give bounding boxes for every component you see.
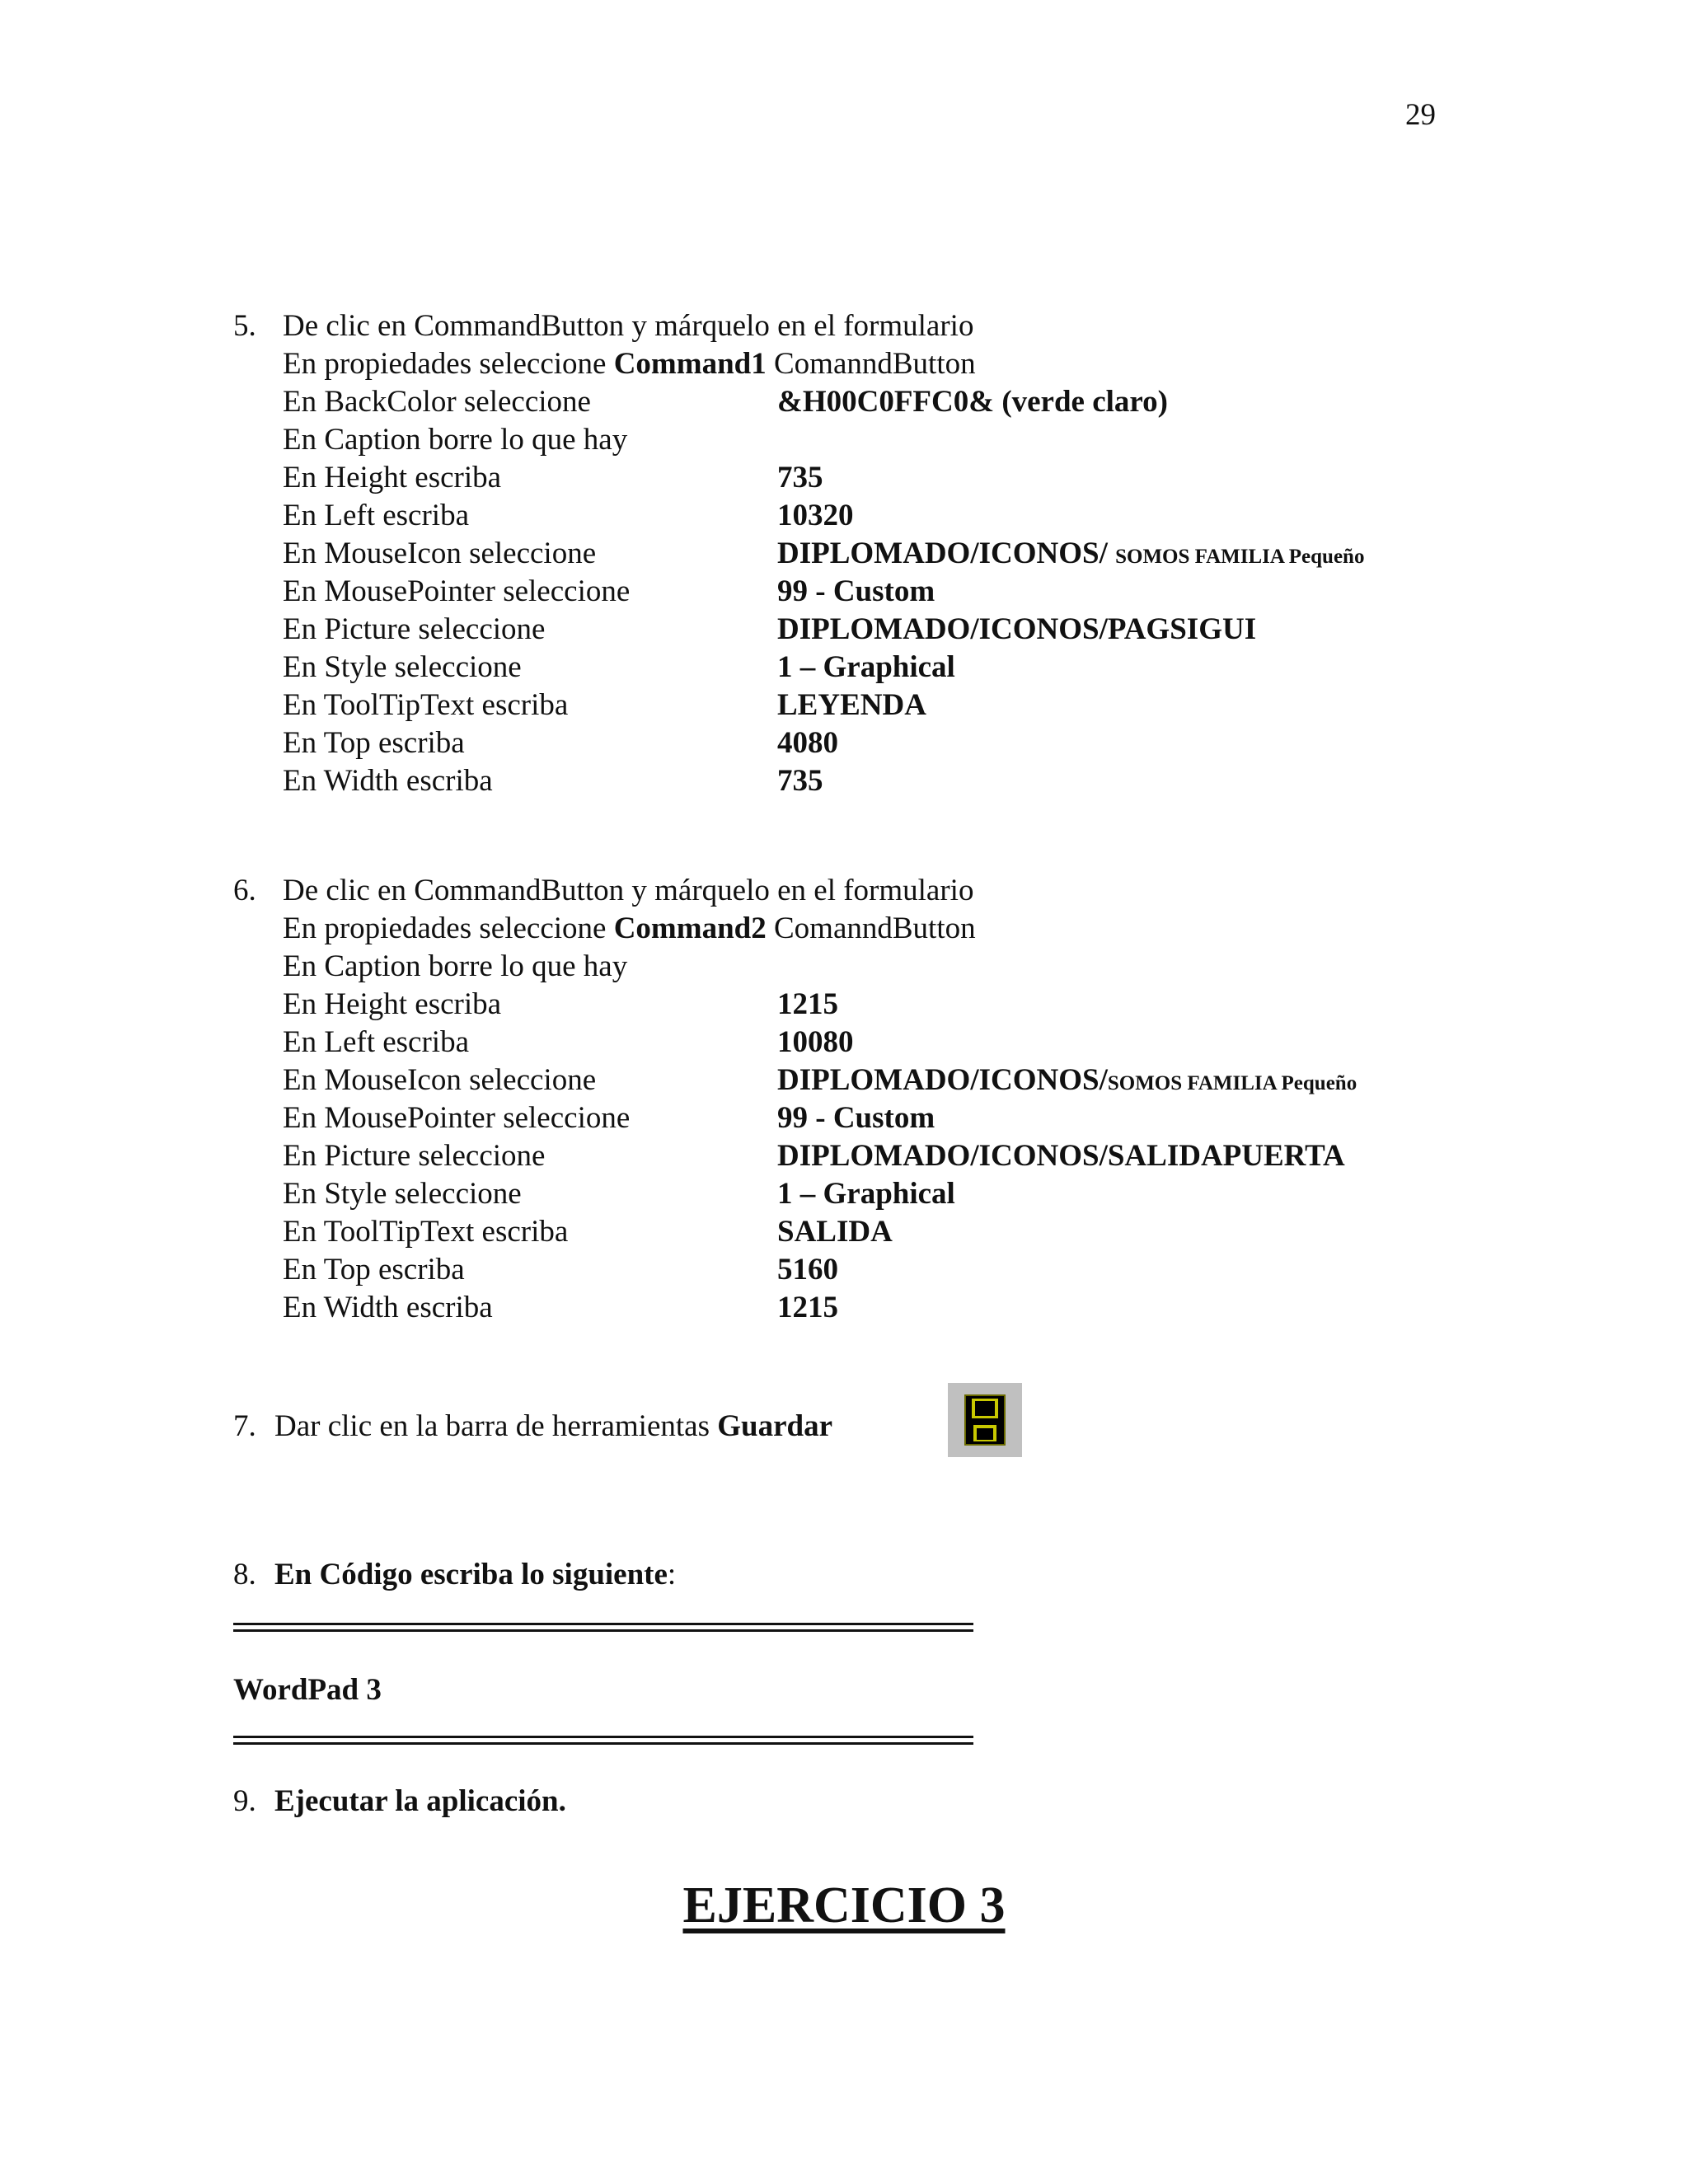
property-value-main: 1215 <box>777 1291 838 1324</box>
property-row <box>233 948 1470 986</box>
wordpad-label: WordPad 3 <box>233 1673 382 1707</box>
property-value <box>777 535 1364 576</box>
property-label: En Width escriba <box>283 1291 493 1324</box>
property-value <box>777 687 926 728</box>
step-8-suffix: : <box>667 1558 677 1591</box>
step-8-text <box>274 1556 676 1594</box>
props-line <box>283 910 976 948</box>
property-value-main: SALIDA <box>777 1215 893 1249</box>
property-row <box>233 383 1470 421</box>
step-7-text <box>274 1408 832 1446</box>
step-6-property-list <box>233 948 1470 1327</box>
step-5-property-list <box>233 383 1470 800</box>
props-suffix: ComanndButton <box>766 912 976 945</box>
property-row <box>233 687 1470 724</box>
property-label: En Style seleccione <box>283 1177 522 1211</box>
step-5-number: 5. <box>233 309 256 343</box>
props-line <box>283 345 976 383</box>
property-label: En Picture seleccione <box>283 612 546 646</box>
step-9-number: 9. <box>233 1784 256 1818</box>
property-label: En Style seleccione <box>283 650 522 684</box>
property-label: En Width escriba <box>283 764 493 798</box>
property-value-main: DIPLOMADO/ICONOS/PAGSIGUI <box>777 612 1257 646</box>
property-value-small: SOMOS FAMILIA Pequeño <box>1115 546 1365 568</box>
step-7-bold: Guardar <box>717 1409 833 1443</box>
step-5-props-line <box>233 345 1470 383</box>
property-value <box>777 1289 838 1330</box>
step-7-plain: Dar clic en la barra de herramientas <box>274 1409 718 1443</box>
step-6-number: 6. <box>233 874 256 907</box>
double-rule-bottom <box>233 1736 973 1745</box>
step-6-text: De clic en CommandButton y márquelo en el formulario <box>283 874 974 907</box>
property-value <box>777 573 935 614</box>
property-label: En Left escriba <box>283 499 469 532</box>
property-row <box>233 1289 1470 1327</box>
property-row <box>233 497 1470 535</box>
step-6 <box>233 872 1470 1327</box>
property-row <box>233 1213 1470 1251</box>
property-row <box>233 1175 1470 1213</box>
property-label: En MouseIcon seleccione <box>283 1063 597 1097</box>
property-value <box>777 383 1168 424</box>
property-label: En Height escriba <box>283 987 502 1021</box>
property-value <box>777 986 838 1027</box>
property-value <box>777 724 838 766</box>
property-value <box>777 1099 935 1141</box>
property-value <box>777 611 1256 652</box>
property-value-small: SOMOS FAMILIA Pequeño <box>1107 1072 1357 1094</box>
property-label: En Caption borre lo que hay <box>283 949 628 983</box>
property-row <box>233 573 1470 611</box>
property-row <box>233 459 1470 497</box>
floppy-disk-save-icon <box>948 1383 1022 1457</box>
step-8-bold: En Código escriba lo siguiente <box>274 1558 668 1591</box>
property-value-main: 5160 <box>777 1253 838 1286</box>
property-label: En Top escriba <box>283 726 465 760</box>
property-value-main: DIPLOMADO/ICONOS/ <box>777 537 1116 570</box>
property-row <box>233 724 1470 762</box>
property-value-main: 1 – Graphical <box>777 1177 955 1211</box>
property-value-main: 10080 <box>777 1025 854 1059</box>
property-value <box>777 1175 955 1216</box>
step-5 <box>233 307 1470 800</box>
property-value-main: 10320 <box>777 499 854 532</box>
step-5-heading <box>233 307 1470 345</box>
property-value <box>777 762 823 804</box>
property-row <box>233 421 1470 459</box>
property-row <box>233 1251 1470 1289</box>
property-row <box>233 611 1470 649</box>
property-label: En Picture seleccione <box>283 1139 546 1173</box>
property-label: En MouseIcon seleccione <box>283 537 597 570</box>
property-value <box>777 459 823 500</box>
property-value-main: 99 - Custom <box>777 574 935 608</box>
property-label: En ToolTipText escriba <box>283 688 569 722</box>
step-6-props-line <box>233 910 1470 948</box>
property-row <box>233 649 1470 687</box>
property-value <box>777 1062 1357 1103</box>
property-label: En Height escriba <box>283 461 502 494</box>
property-row <box>233 1099 1470 1137</box>
step-9-text <box>274 1783 566 1821</box>
property-value-main: 1215 <box>777 987 838 1021</box>
floppy-disk-graphic <box>948 1383 1022 1457</box>
property-row <box>233 1024 1470 1062</box>
property-value-main: DIPLOMADO/ICONOS/ <box>777 1063 1108 1097</box>
props-prefix: En propiedades seleccione <box>283 912 614 945</box>
property-label: En Caption borre lo que hay <box>283 423 628 457</box>
page-number: 29 <box>1405 98 1436 132</box>
property-row <box>233 1062 1470 1099</box>
property-label: En BackColor seleccione <box>283 385 591 419</box>
property-label: En Top escriba <box>283 1253 465 1286</box>
step-8-number: 8. <box>233 1558 256 1591</box>
property-value-main: DIPLOMADO/ICONOS/SALIDAPUERTA <box>777 1139 1345 1173</box>
property-value-main: 99 - Custom <box>777 1101 935 1135</box>
props-prefix: En propiedades seleccione <box>283 347 614 381</box>
property-value-main: &H00C0FFC0& (verde claro) <box>777 385 1169 419</box>
property-row <box>233 762 1470 800</box>
property-label: En Left escriba <box>283 1025 469 1059</box>
property-row <box>233 535 1470 573</box>
props-suffix: ComanndButton <box>766 347 976 381</box>
property-value <box>777 1213 893 1254</box>
property-label: En ToolTipText escriba <box>283 1215 569 1249</box>
props-command: Command2 <box>613 912 767 945</box>
property-value-main: 735 <box>777 461 823 494</box>
property-value <box>777 649 955 690</box>
property-row <box>233 986 1470 1024</box>
property-value-main: 1 – Graphical <box>777 650 955 684</box>
property-value <box>777 1024 854 1065</box>
property-label: En MousePointer seleccione <box>283 574 631 608</box>
property-value-main: 735 <box>777 764 823 798</box>
exercise-title: EJERCICIO 3 <box>682 1877 1006 1933</box>
property-value-main: 4080 <box>777 726 838 760</box>
property-value <box>777 1137 1345 1179</box>
property-label: En MousePointer seleccione <box>283 1101 631 1135</box>
property-row <box>233 1137 1470 1175</box>
props-command: Command1 <box>613 347 767 381</box>
step-9-bold: Ejecutar la aplicación. <box>274 1784 566 1818</box>
double-rule-top <box>233 1623 973 1632</box>
step-7-number: 7. <box>233 1409 256 1443</box>
step-6-heading <box>233 872 1470 910</box>
step-5-text: De clic en CommandButton y márquelo en el formulario <box>283 309 974 343</box>
property-value-main: LEYENDA <box>777 688 926 722</box>
property-value <box>777 497 854 538</box>
property-value <box>777 1251 838 1292</box>
